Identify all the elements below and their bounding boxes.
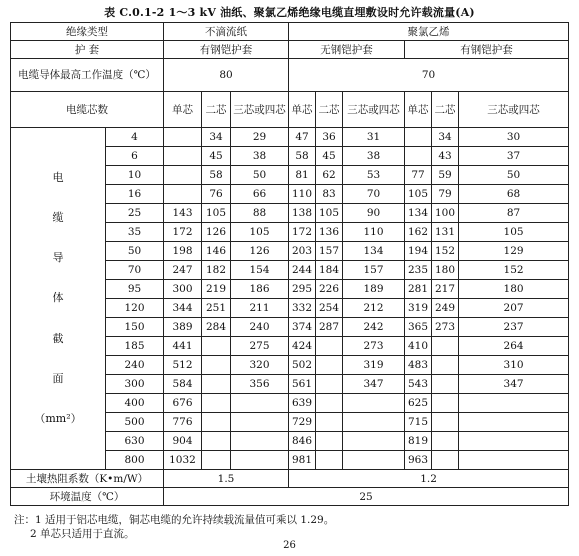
ampacity-cell — [202, 356, 231, 375]
ampacity-cell: 284 — [202, 318, 231, 337]
ampacity-cell: 584 — [164, 375, 202, 394]
cross-section-cell: 6 — [106, 147, 164, 166]
ampacity-cell: 226 — [316, 280, 343, 299]
ampacity-cell: 356 — [231, 375, 289, 394]
ampacity-cell: 502 — [289, 356, 316, 375]
sheath-row — [11, 41, 569, 59]
core-single-pvc-unarmored: 单芯 — [289, 92, 316, 128]
section-label-cell — [11, 128, 106, 470]
ampacity-cell — [164, 147, 202, 166]
ampacity-cell: 819 — [405, 432, 432, 451]
ampacity-cell: 157 — [316, 242, 343, 261]
ampacity-cell: 154 — [231, 261, 289, 280]
ampacity-cell: 424 — [289, 337, 316, 356]
ampacity-cell: 198 — [164, 242, 202, 261]
cross-section-cell: 25 — [106, 204, 164, 223]
ampacity-cell: 715 — [405, 413, 432, 432]
ampacity-cell: 310 — [459, 356, 569, 375]
data-rows — [11, 128, 569, 470]
ampacity-cell: 38 — [343, 147, 405, 166]
ampacity-cell: 58 — [289, 147, 316, 166]
ampacity-cell: 100 — [432, 204, 459, 223]
cross-section-cell: 10 — [106, 166, 164, 185]
ampacity-cell — [405, 128, 432, 147]
temperature-row — [11, 59, 569, 92]
section-label-char: 导 — [52, 251, 64, 265]
core-three-pvc-armored: 三芯或四芯 — [459, 92, 569, 128]
soil-resistivity-paper: 1.5 — [164, 470, 289, 488]
ampacity-cell — [432, 375, 459, 394]
ampacity-cell: 131 — [432, 223, 459, 242]
ampacity-cell: 105 — [405, 185, 432, 204]
ampacity-cell: 235 — [405, 261, 432, 280]
ampacity-cell: 273 — [343, 337, 405, 356]
ampacity-cell: 189 — [343, 280, 405, 299]
ampacity-cell: 182 — [202, 261, 231, 280]
ampacity-cell: 300 — [164, 280, 202, 299]
ampacity-cell — [432, 413, 459, 432]
cross-section-cell: 500 — [106, 413, 164, 432]
ampacity-cell — [231, 413, 289, 432]
ampacity-cell: 58 — [202, 166, 231, 185]
ampacity-cell: 295 — [289, 280, 316, 299]
ampacity-cell: 240 — [231, 318, 289, 337]
insulation-row — [11, 23, 569, 41]
ampacity-cell: 105 — [231, 223, 289, 242]
ampacity-cell: 344 — [164, 299, 202, 318]
ampacity-cell: 904 — [164, 432, 202, 451]
ampacity-cell: 36 — [316, 128, 343, 147]
ampacity-cell: 207 — [459, 299, 569, 318]
section-unit: （mm²） — [34, 412, 82, 426]
sheath-pvc-unarmored: 无钢铠护套 — [289, 41, 405, 59]
ampacity-cell: 254 — [316, 299, 343, 318]
ampacity-cell: 105 — [459, 223, 569, 242]
ampacity-cell: 34 — [202, 128, 231, 147]
ampacity-cell: 281 — [405, 280, 432, 299]
ampacity-cell — [432, 356, 459, 375]
ampacity-cell — [316, 432, 343, 451]
ampacity-cell — [164, 166, 202, 185]
ampacity-cell: 374 — [289, 318, 316, 337]
ampacity-cell: 217 — [432, 280, 459, 299]
section-label-char: 面 — [52, 372, 64, 386]
sheath-label: 护 套 — [11, 41, 164, 59]
ampacity-table — [10, 22, 569, 506]
ampacity-cell: 981 — [289, 451, 316, 470]
cross-section-cell: 185 — [106, 337, 164, 356]
ampacity-cell: 50 — [459, 166, 569, 185]
cross-section-cell: 95 — [106, 280, 164, 299]
ampacity-cell: 219 — [202, 280, 231, 299]
ampacity-cell: 676 — [164, 394, 202, 413]
ampacity-cell: 146 — [202, 242, 231, 261]
ampacity-cell: 249 — [432, 299, 459, 318]
ampacity-cell: 152 — [432, 242, 459, 261]
table-row — [11, 128, 569, 147]
ampacity-cell: 180 — [459, 280, 569, 299]
note-1: 注：1 适用于铝芯电缆，铜芯电缆的允许持续载流量值可乘以 1.29。 — [14, 514, 335, 526]
ampacity-cell — [202, 394, 231, 413]
ampacity-cell: 275 — [231, 337, 289, 356]
ampacity-cell: 287 — [316, 318, 343, 337]
ampacity-cell: 29 — [231, 128, 289, 147]
ampacity-cell: 110 — [343, 223, 405, 242]
cross-section-cell: 35 — [106, 223, 164, 242]
core-three-paper: 三芯或四芯 — [231, 92, 289, 128]
ampacity-cell: 62 — [316, 166, 343, 185]
ampacity-cell — [231, 432, 289, 451]
ampacity-cell — [231, 394, 289, 413]
ampacity-cell: 76 — [202, 185, 231, 204]
ampacity-cell: 203 — [289, 242, 316, 261]
cross-section-cell: 800 — [106, 451, 164, 470]
ampacity-cell: 162 — [405, 223, 432, 242]
ambient-temperature-value: 25 — [164, 488, 569, 506]
ampacity-cell: 87 — [459, 204, 569, 223]
temperature-label: 电缆导体最高工作温度（℃） — [11, 59, 164, 92]
ampacity-cell: 31 — [343, 128, 405, 147]
ampacity-cell: 68 — [459, 185, 569, 204]
core-single-paper: 单芯 — [164, 92, 202, 128]
ampacity-cell — [343, 394, 405, 413]
section-label-char: 体 — [52, 291, 64, 305]
cross-section-cell: 120 — [106, 299, 164, 318]
cross-section-cell: 240 — [106, 356, 164, 375]
ampacity-cell: 319 — [405, 299, 432, 318]
page-number: 26 — [283, 540, 296, 551]
ampacity-cell: 37 — [459, 147, 569, 166]
ampacity-cell: 70 — [343, 185, 405, 204]
core-two-pvc-armored: 二芯 — [432, 92, 459, 128]
ampacity-cell: 77 — [405, 166, 432, 185]
ampacity-cell: 45 — [316, 147, 343, 166]
ampacity-cell: 389 — [164, 318, 202, 337]
ampacity-cell: 347 — [459, 375, 569, 394]
ampacity-cell: 264 — [459, 337, 569, 356]
ampacity-cell: 237 — [459, 318, 569, 337]
ampacity-cell: 45 — [202, 147, 231, 166]
ampacity-cell: 47 — [289, 128, 316, 147]
ampacity-cell: 105 — [202, 204, 231, 223]
ampacity-cell — [459, 413, 569, 432]
sheath-pvc-armored: 有钢铠护套 — [405, 41, 569, 59]
ampacity-cell: 186 — [231, 280, 289, 299]
insulation-paper: 不滴流纸 — [164, 23, 289, 41]
ampacity-cell: 157 — [343, 261, 405, 280]
cores-row — [11, 92, 569, 128]
cross-section-cell: 70 — [106, 261, 164, 280]
ampacity-cell: 172 — [164, 223, 202, 242]
section-label-char: 截 — [52, 331, 64, 345]
ampacity-cell: 729 — [289, 413, 316, 432]
ampacity-cell — [202, 337, 231, 356]
ambient-temperature-row — [11, 488, 569, 506]
cross-section-cell: 150 — [106, 318, 164, 337]
ampacity-cell: 639 — [289, 394, 316, 413]
ampacity-cell: 332 — [289, 299, 316, 318]
insulation-label: 绝缘类型 — [11, 23, 164, 41]
ampacity-cell: 1032 — [164, 451, 202, 470]
ampacity-cell — [459, 432, 569, 451]
ampacity-cell: 81 — [289, 166, 316, 185]
ampacity-cell — [202, 451, 231, 470]
soil-resistivity-label: 土壤热阻系数（K•m/W） — [11, 470, 164, 488]
ampacity-cell: 561 — [289, 375, 316, 394]
cross-section-cell: 400 — [106, 394, 164, 413]
ampacity-cell: 126 — [202, 223, 231, 242]
core-two-paper: 二芯 — [202, 92, 231, 128]
ampacity-cell — [316, 337, 343, 356]
cross-section-cell: 300 — [106, 375, 164, 394]
table-title: 表 C.0.1-2 1～3 kV 油纸、聚氯乙烯绝缘电缆直埋敷设时允许载流量(A) — [104, 6, 475, 19]
ampacity-cell — [164, 185, 202, 204]
ampacity-cell: 184 — [316, 261, 343, 280]
ampacity-cell — [432, 451, 459, 470]
ampacity-cell: 180 — [432, 261, 459, 280]
ampacity-cell — [432, 337, 459, 356]
ambient-temperature-label: 环境温度（℃） — [11, 488, 164, 506]
ampacity-cell: 34 — [432, 128, 459, 147]
cross-section-cell: 4 — [106, 128, 164, 147]
ampacity-cell: 50 — [231, 166, 289, 185]
ampacity-cell — [164, 128, 202, 147]
ampacity-cell: 43 — [432, 147, 459, 166]
ampacity-cell: 194 — [405, 242, 432, 261]
ampacity-cell: 134 — [343, 242, 405, 261]
ampacity-cell — [231, 451, 289, 470]
ampacity-cell: 129 — [459, 242, 569, 261]
ampacity-cell: 79 — [432, 185, 459, 204]
ampacity-cell: 30 — [459, 128, 569, 147]
ampacity-cell: 90 — [343, 204, 405, 223]
ampacity-cell — [405, 147, 432, 166]
core-single-pvc-armored: 单芯 — [405, 92, 432, 128]
ampacity-cell: 134 — [405, 204, 432, 223]
ampacity-cell — [316, 394, 343, 413]
ampacity-cell: 776 — [164, 413, 202, 432]
ampacity-cell — [343, 432, 405, 451]
ampacity-cell — [202, 375, 231, 394]
ampacity-cell — [316, 451, 343, 470]
ampacity-cell: 242 — [343, 318, 405, 337]
soil-resistivity-pvc: 1.2 — [289, 470, 569, 488]
ampacity-cell: 172 — [289, 223, 316, 242]
ampacity-cell: 846 — [289, 432, 316, 451]
cross-section-cell: 50 — [106, 242, 164, 261]
cores-label: 电缆芯数 — [11, 92, 164, 128]
ampacity-cell: 152 — [459, 261, 569, 280]
cross-section-cell: 16 — [106, 185, 164, 204]
ampacity-cell — [343, 413, 405, 432]
ampacity-cell: 319 — [343, 356, 405, 375]
ampacity-cell: 53 — [343, 166, 405, 185]
ampacity-cell: 625 — [405, 394, 432, 413]
ampacity-cell: 105 — [316, 204, 343, 223]
ampacity-cell — [432, 432, 459, 451]
insulation-pvc: 聚氯乙烯 — [289, 23, 569, 41]
ampacity-cell: 83 — [316, 185, 343, 204]
ampacity-cell: 211 — [231, 299, 289, 318]
ampacity-cell — [316, 375, 343, 394]
section-label-char: 缆 — [52, 210, 64, 224]
ampacity-cell: 247 — [164, 261, 202, 280]
ampacity-cell: 347 — [343, 375, 405, 394]
core-two-pvc-unarmored: 二芯 — [316, 92, 343, 128]
ampacity-cell: 963 — [405, 451, 432, 470]
ampacity-cell: 66 — [231, 185, 289, 204]
soil-resistivity-row — [11, 470, 569, 488]
ampacity-cell: 59 — [432, 166, 459, 185]
ampacity-cell — [459, 451, 569, 470]
ampacity-cell — [432, 394, 459, 413]
ampacity-cell: 320 — [231, 356, 289, 375]
ampacity-cell: 212 — [343, 299, 405, 318]
note-2: 2 单芯只适用于直流。 — [30, 528, 135, 540]
section-label-char: 电 — [52, 170, 64, 184]
ampacity-cell: 143 — [164, 204, 202, 223]
ampacity-cell — [202, 413, 231, 432]
ampacity-cell — [316, 413, 343, 432]
ampacity-cell — [316, 356, 343, 375]
ampacity-cell: 88 — [231, 204, 289, 223]
ampacity-cell: 410 — [405, 337, 432, 356]
cross-section-cell: 630 — [106, 432, 164, 451]
ampacity-cell: 136 — [316, 223, 343, 242]
temperature-pvc: 70 — [289, 59, 569, 92]
ampacity-cell: 441 — [164, 337, 202, 356]
ampacity-cell: 543 — [405, 375, 432, 394]
ampacity-cell — [202, 432, 231, 451]
temperature-paper: 80 — [164, 59, 289, 92]
ampacity-cell: 483 — [405, 356, 432, 375]
ampacity-cell — [343, 451, 405, 470]
ampacity-cell: 110 — [289, 185, 316, 204]
ampacity-cell: 138 — [289, 204, 316, 223]
ampacity-cell: 251 — [202, 299, 231, 318]
sheath-paper-armored: 有钢铠护套 — [164, 41, 289, 59]
ampacity-cell: 273 — [432, 318, 459, 337]
ampacity-cell — [459, 394, 569, 413]
ampacity-cell: 512 — [164, 356, 202, 375]
ampacity-cell: 38 — [231, 147, 289, 166]
core-three-pvc-unarmored: 三芯或四芯 — [343, 92, 405, 128]
ampacity-cell: 126 — [231, 242, 289, 261]
ampacity-cell: 244 — [289, 261, 316, 280]
ampacity-cell: 365 — [405, 318, 432, 337]
